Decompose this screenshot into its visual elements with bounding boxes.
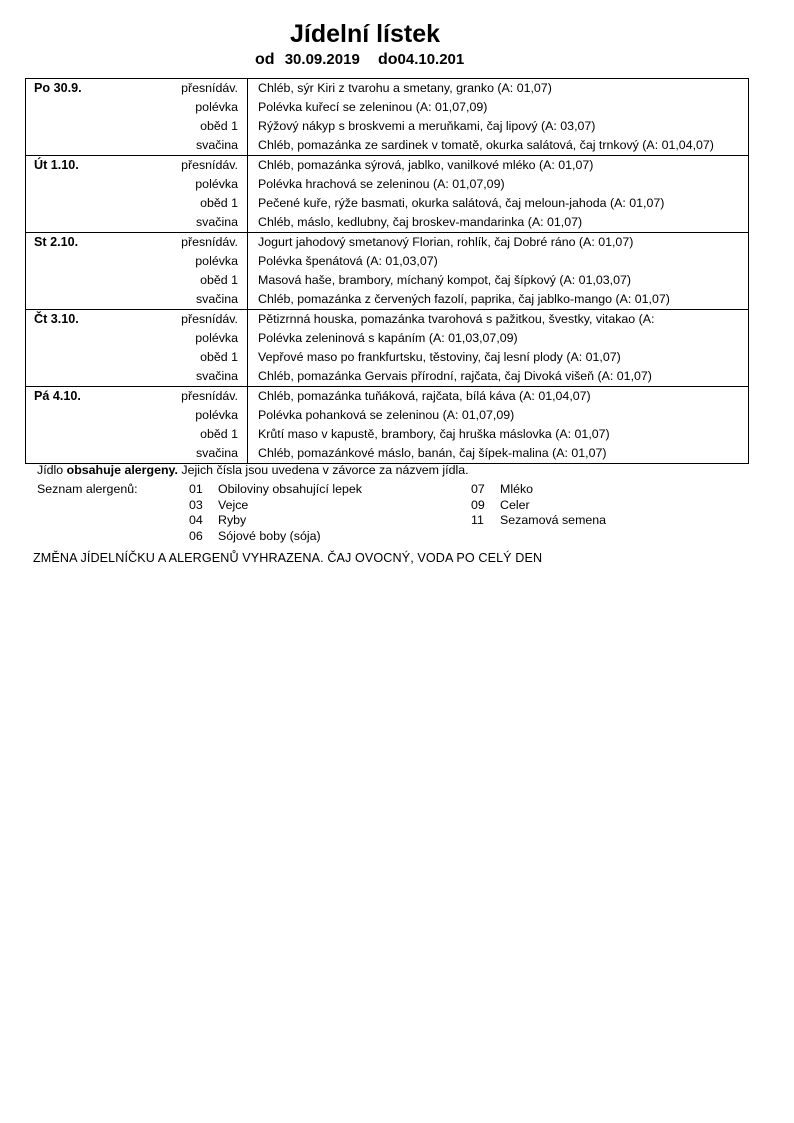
dish-name: Vepřové maso po frankfurtsku, těstoviny, čaj lesní plody (A: 01,07) [258, 350, 621, 364]
menu-row [26, 310, 749, 330]
allergen-item [471, 498, 606, 514]
allergen-item [471, 513, 606, 529]
menu-row [26, 175, 749, 194]
dish-name: Chléb, pomazánka ze sardinek v tomatě, okurka salátová, čaj trnkový (A: 01,04,07) [258, 138, 714, 152]
menu-row [26, 271, 749, 290]
note-bold: obsahuje alergeny. [66, 463, 178, 477]
meal-type: oběd 1 [124, 348, 248, 367]
day-label [26, 329, 125, 348]
footer-notice: ZMĚNA JÍDELNÍČKU A ALERGENŮ VYHRAZENA. ČAJ OVOCNÝ, VODA PO CELÝ DEN [33, 551, 543, 565]
dish-name: Chléb, pomazánka Gervais přírodní, rajčata, čaj Divoká višeň (A: 01,07) [258, 369, 652, 383]
dish-name: Polévka špenátová (A: 01,03,07) [258, 254, 438, 268]
to-label: do [377, 51, 398, 68]
menu-row [26, 406, 749, 425]
allergen-name: Sójové boby (sója) [218, 528, 321, 543]
day-label: Pá 4.10. [26, 387, 125, 407]
meal-type: polévka [124, 98, 248, 117]
allergen-name: Celer [500, 497, 530, 512]
dish-name: Chléb, pomazánka tuňáková, rajčata, bílá káva (A: 01,04,07) [248, 387, 749, 407]
meal-type: přesnídáv. [124, 156, 248, 176]
dish-name: Chléb, pomazánkové máslo, banán, čaj šípek-malina (A: 01,07) [258, 446, 607, 460]
allergen-code: 11 [471, 513, 484, 528]
meal-type: oběd 1 [124, 271, 248, 290]
dish-name: Polévka pohanková se zeleninou (A: 01,07,09) [258, 408, 515, 422]
allergen-column-2 [471, 482, 606, 529]
day-label [26, 194, 125, 213]
meal-type: svačina [124, 290, 248, 310]
allergen-name: Vejce [218, 497, 249, 512]
menu-row [26, 290, 749, 310]
day-label [26, 444, 125, 464]
dish-name: Krůtí maso v kapustě, brambory, čaj hruška máslovka (A: 01,07) [258, 427, 610, 441]
allergen-column-1 [189, 482, 362, 544]
allergen-code: 03 [189, 497, 203, 512]
note-suffix: Jejich čísla jsou uvedena v závorce za názvem jídla. [177, 463, 469, 477]
menu-row [26, 252, 749, 271]
dish-name: Chléb, pomazánka z červených fazolí, paprika, čaj jablko-mango (A: 01,07) [258, 292, 670, 306]
allergen-item [189, 482, 362, 498]
from-label: od [255, 51, 275, 68]
day-label: Po 30.9. [26, 79, 125, 99]
dish-name: Masová haše, brambory, míchaný kompot, čaj šípkový (A: 01,03,07) [258, 273, 632, 287]
dish-name: Chléb, pomazánka sýrová, jablko, vanilkové mléko (A: 01,07) [248, 156, 749, 176]
day-label [26, 98, 125, 117]
menu-row [26, 367, 749, 387]
title-text: Jídelní lístek [289, 20, 441, 48]
dish-name: Chléb, máslo, kedlubny, čaj broskev-mandarinka (A: 01,07) [258, 215, 583, 229]
allergen-code: 07 [471, 482, 485, 496]
to-date: 04.10.201 [397, 51, 465, 68]
menu-row [26, 444, 749, 464]
menu-row [26, 98, 749, 117]
meal-type: polévka [124, 252, 248, 271]
meal-type: svačina [124, 444, 248, 464]
note-prefix: Jídlo [37, 463, 67, 477]
allergen-code: 06 [189, 528, 203, 543]
date-range [255, 51, 464, 69]
day-label [26, 367, 125, 387]
menu-row [26, 329, 749, 348]
allergen-name: Mléko [500, 482, 534, 496]
allergen-heading: Seznam alergenů: [37, 482, 138, 496]
menu-row [26, 425, 749, 444]
allergen-item [189, 498, 362, 514]
menu-row [26, 117, 749, 136]
meal-type: svačina [124, 136, 248, 156]
day-label [26, 136, 125, 156]
allergen-note [37, 463, 469, 477]
page-title [0, 20, 730, 49]
menu-table [25, 78, 749, 464]
dish-name: Rýžový nákyp s broskvemi a meruňkami, čaj lipový (A: 03,07) [258, 119, 596, 133]
day-label [26, 213, 125, 233]
meal-type: oběd 1 [124, 425, 248, 444]
dish-name: Polévka zeleninová s kapáním (A: 01,03,07,09) [258, 331, 518, 345]
day-label: Út 1.10. [26, 156, 125, 176]
day-label [26, 425, 125, 444]
dish-name: Polévka hrachová se zeleninou (A: 01,07,09) [258, 177, 505, 191]
meal-type: oběd 1 [124, 194, 248, 213]
meal-type: přesnídáv. [124, 387, 248, 407]
allergen-code: 04 [189, 513, 203, 528]
allergen-name: Ryby [218, 513, 247, 528]
allergen-code: 01 [189, 482, 203, 496]
meal-type: přesnídáv. [124, 233, 248, 253]
day-label: St 2.10. [26, 233, 125, 253]
day-label [26, 175, 125, 194]
allergen-code: 09 [471, 497, 485, 512]
from-date: 30.09.2019 [284, 51, 360, 68]
day-label: Čt 3.10. [26, 310, 125, 330]
meal-type: svačina [124, 213, 248, 233]
meal-type: polévka [124, 329, 248, 348]
menu-row [26, 233, 749, 253]
allergen-name: Sezamová semena [500, 513, 607, 528]
menu-row [26, 136, 749, 156]
allergen-item [189, 529, 362, 545]
allergen-item [189, 513, 362, 529]
dish-name: Pečené kuře, rýže basmati, okurka salátová, čaj meloun-jahoda (A: 01,07) [258, 196, 665, 210]
menu-row [26, 194, 749, 213]
menu-row [26, 348, 749, 367]
dish-name: Chléb, sýr Kiri z tvarohu a smetany, granko (A: 01,07) [248, 79, 749, 99]
day-label [26, 252, 125, 271]
menu-row [26, 387, 749, 407]
meal-type: oběd 1 [124, 117, 248, 136]
dish-name: Polévka kuřecí se zeleninou (A: 01,07,09) [258, 100, 488, 114]
allergen-name: Obiloviny obsahující lepek [218, 482, 362, 496]
meal-type: polévka [124, 175, 248, 194]
day-label [26, 348, 125, 367]
day-label [26, 406, 125, 425]
menu-row [26, 213, 749, 233]
day-label [26, 117, 125, 136]
menu-row [26, 79, 749, 99]
meal-type: polévka [124, 406, 248, 425]
day-label [26, 271, 125, 290]
meal-type: přesnídáv. [124, 79, 248, 99]
allergen-item [471, 482, 606, 498]
menu-row [26, 156, 749, 176]
meal-type: svačina [124, 367, 248, 387]
day-label [26, 290, 125, 310]
meal-type: přesnídáv. [124, 310, 248, 330]
dish-name: Jogurt jahodový smetanový Florian, rohlík, čaj Dobré ráno (A: 01,07) [248, 233, 749, 253]
dish-name: Pětizrnná houska, pomazánka tvarohová s pažitkou, švestky, vitakao (A: [248, 310, 749, 330]
